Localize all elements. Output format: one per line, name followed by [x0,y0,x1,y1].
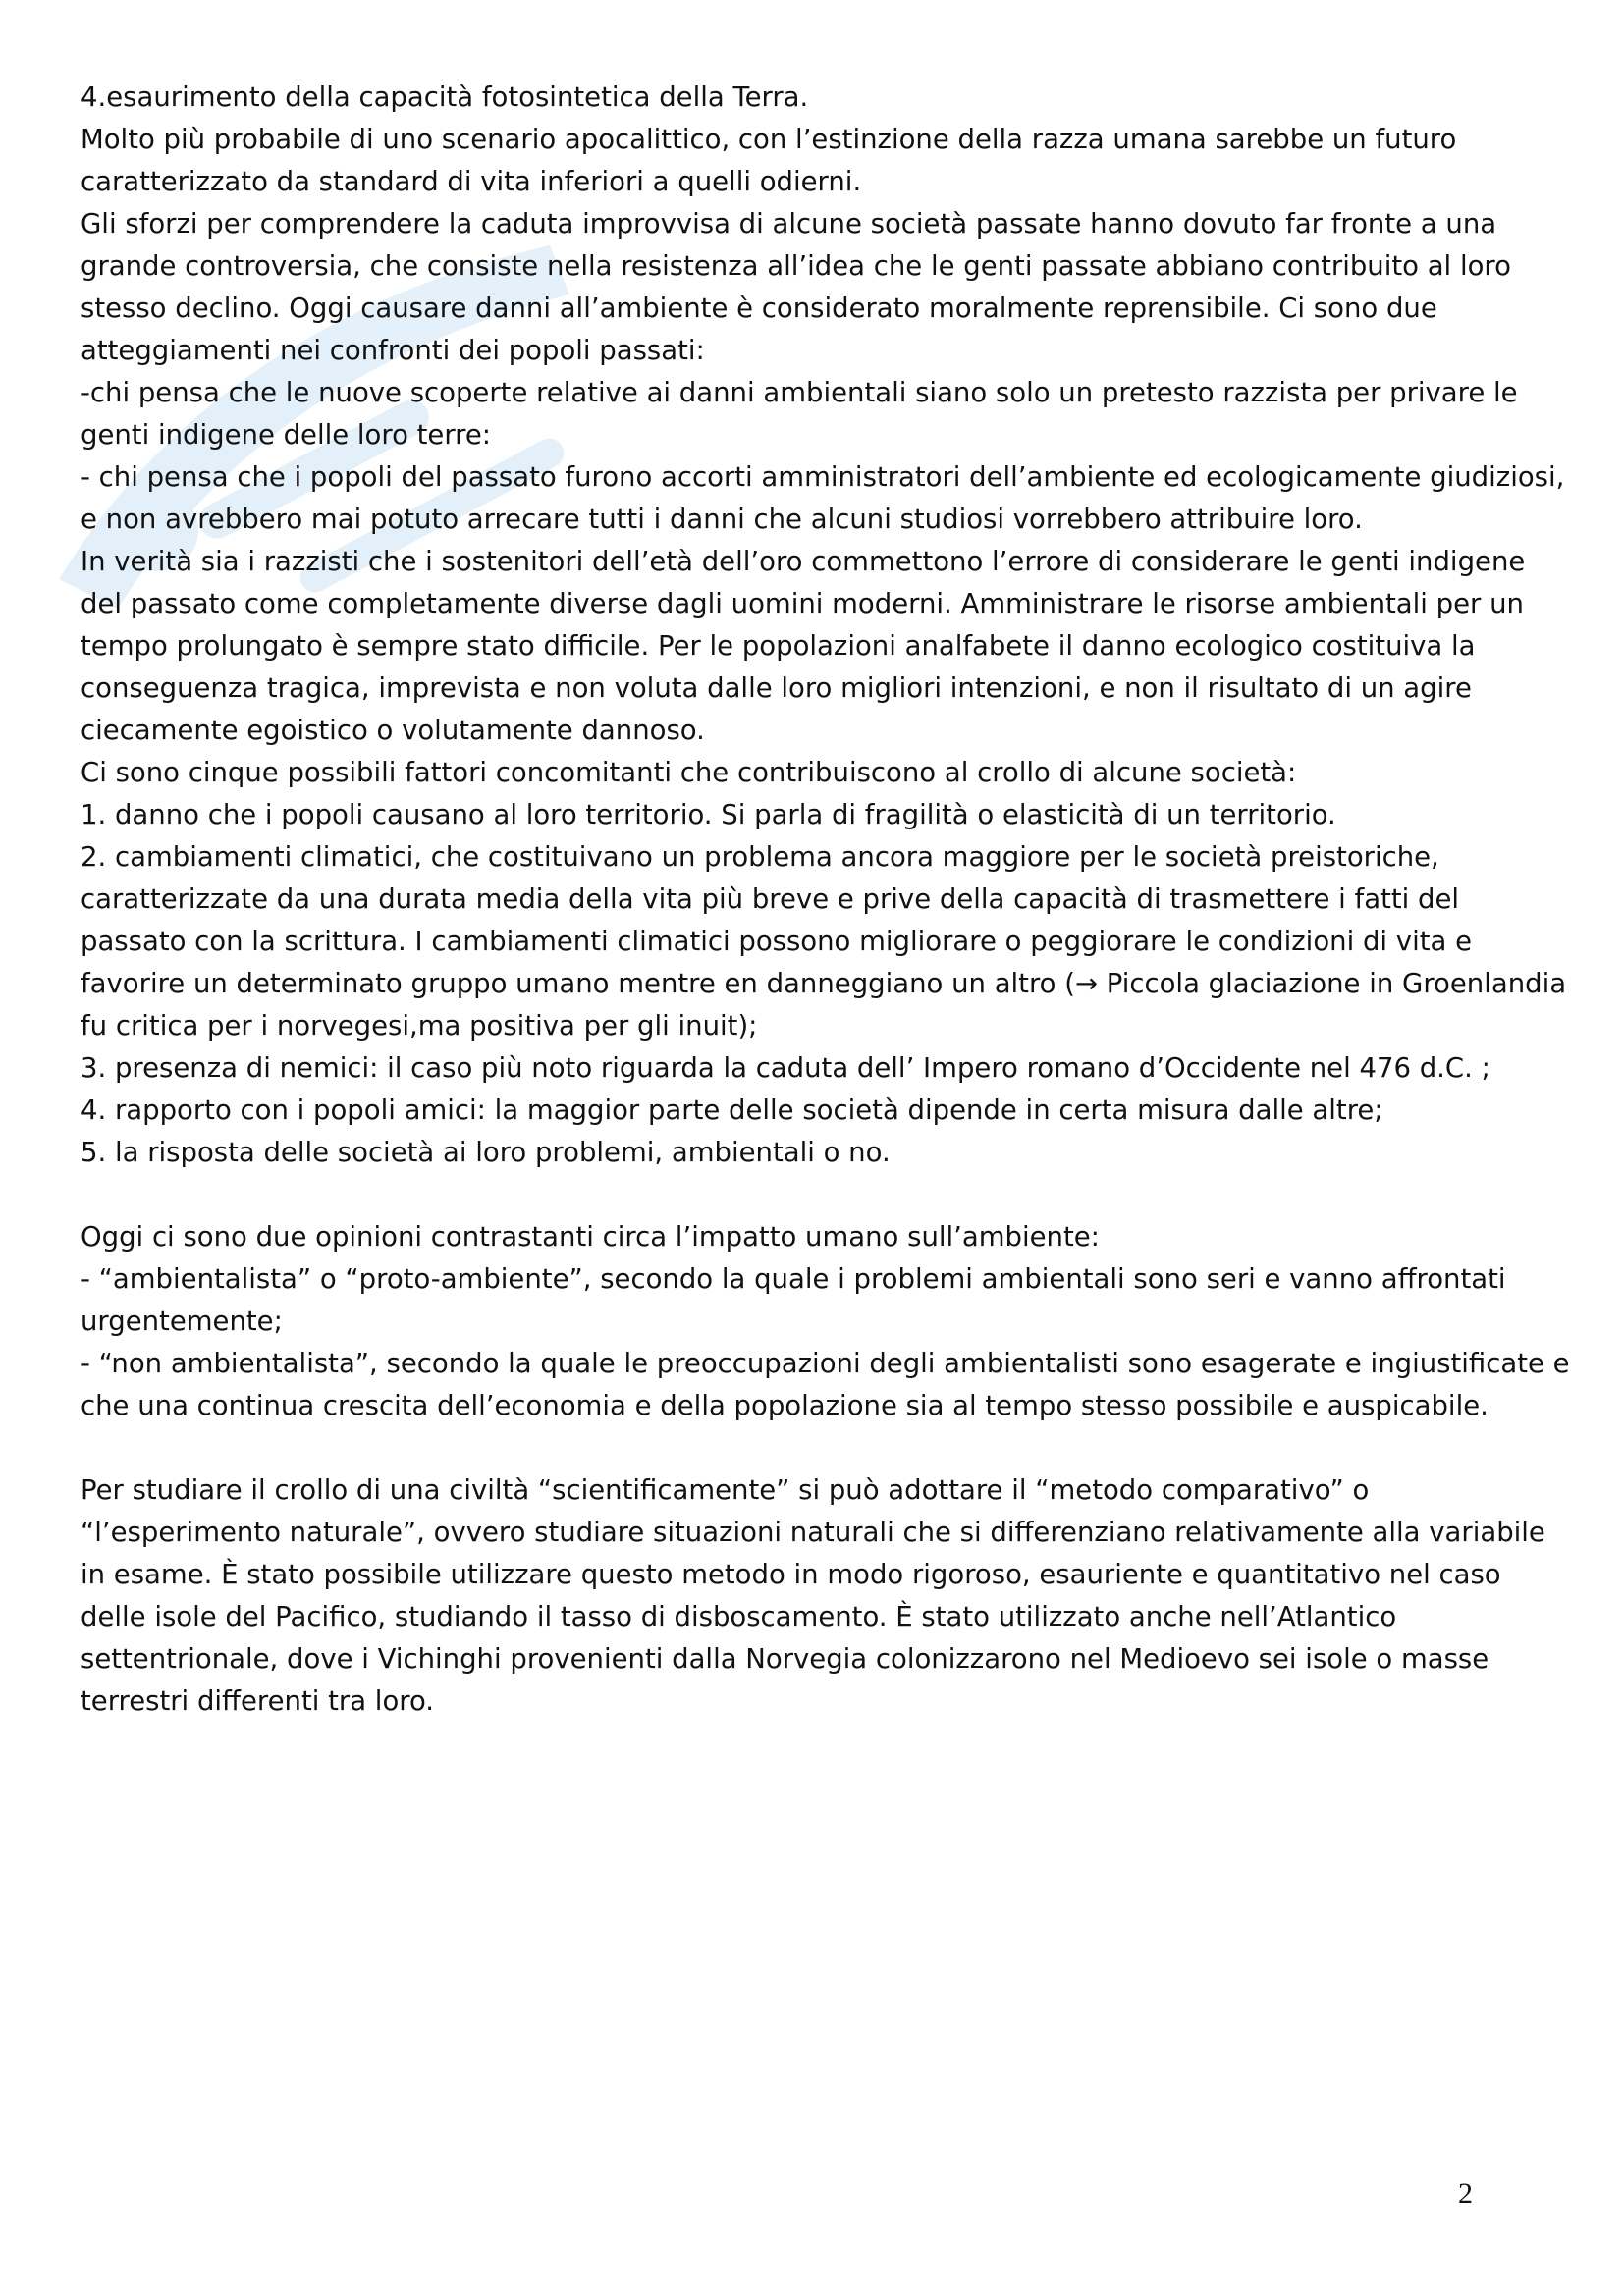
list-item: -chi pensa che le nuove scoperte relative ai danni ambientali siano solo un pretesto razzista per privare le genti indigene delle loro terre: [81,377,1518,451]
paragraph: Gli sforzi per comprendere la caduta improvvisa di alcune società passate hanno dovuto far fronte a una grande controversia, che consiste nella resistenza all’idea che le genti passate abbiano contribuito al loro stesso declino. Oggi causare danni all’ambiente è considerato moralmente reprensibile. Ci sono due atteggiamenti nei confronti dei popoli passati: [81,208,1511,366]
list-item: - “non ambientalista”, secondo la quale le preoccupazioni degli ambientalisti sono esagerate e ingiustificate e che una continua crescita dell’economia e della popolazione sia al tempo stesso possibile e auspicabile. [81,1348,1570,1421]
list-item: 4. rapporto con i popoli amici: la maggior parte delle società dipende in certa misura dalle altre; [81,1095,1383,1126]
list-item: 1. danno che i popoli causano al loro territorio. Si parla di fragilità o elasticità di un territorio. [81,799,1336,830]
paragraph-gap [81,1174,1573,1216]
list-item: 3. presenza di nemici: il caso più noto riguarda la caduta dell’ Impero romano d’Occidente nel 476 d.C. ; [81,1052,1490,1084]
paragraph: Oggi ci sono due opinioni contrastanti circa l’impatto umano sull’ambiente: [81,1221,1100,1253]
paragraph: 4.esaurimento della capacità fotosintetica della Terra. [81,81,809,113]
paragraph: Per studiare il crollo di una civiltà “scientificamente” si può adottare il “metodo comparativo” o “l’esperimento naturale”, ovvero studiare situazioni naturali che si differenziano relativamente alla variabile in esame. È stato possibile utilizzare questo metodo in modo rigoroso, esauriente e quantitativo nel caso delle isole del Pacifico, studiando il tasso di disboscamento. È stato utilizzato anche nell’Atlantico settentrionale, dove i Vichinghi provenienti dalla Norvegia colonizzarono nel Medioevo sei isole o masse terrestri differenti tra loro. [81,1474,1545,1717]
page-number: 2 [1458,2177,1473,2210]
list-item: - “ambientalista” o “proto-ambiente”, secondo la quale i problemi ambientali sono seri e vanno affrontati urgentemente; [81,1263,1506,1337]
list-item: 5. la risposta delle società ai loro problemi, ambientali o no. [81,1137,891,1168]
paragraph: Molto più probabile di uno scenario apocalittico, con l’estinzione della razza umana sarebbe un futuro caratterizzato da standard di vita inferiori a quelli odierni. [81,124,1457,197]
paragraph: In verità sia i razzisti che i sostenitori dell’età dell’oro commettono l’errore di considerare le genti indigene del passato come completamente diverse dagli uomini moderni. Amministrare le risorse ambientali per un tempo prolungato è sempre stato difficile. Per le popolazioni analfabete il danno ecologico costituiva la conseguenza tragica, imprevista e non voluta dalle loro migliori intenzioni, e non il risultato di un agire ciecamente egoistico o volutamente dannoso. [81,546,1526,746]
paragraph-gap [81,1427,1573,1469]
document-body [81,77,1573,1723]
list-item: - chi pensa che i popoli del passato furono accorti amministratori dell’ambiente ed ecologicamente giudiziosi, e non avrebbero mai potuto arrecare tutti i danni che alcuni studiosi vorrebbero attribuire loro. [81,461,1565,535]
list-item: 2. cambiamenti climatici, che costituivano un problema ancora maggiore per le società preistoriche, caratterizzate da una durata media della vita più breve e prive della capacità di trasmettere i fatti del passato con la scrittura. I cambiamenti climatici possono migliorare o peggiorare le condizioni di vita e favorire un determinato gruppo umano mentre en danneggiano un altro (→ Piccola glaciazione in Groenlandia fu critica per i norvegesi,ma positiva per gli inuit); [81,841,1567,1041]
paragraph: Ci sono cinque possibili fattori concomitanti che contribuiscono al crollo di alcune società: [81,757,1297,788]
